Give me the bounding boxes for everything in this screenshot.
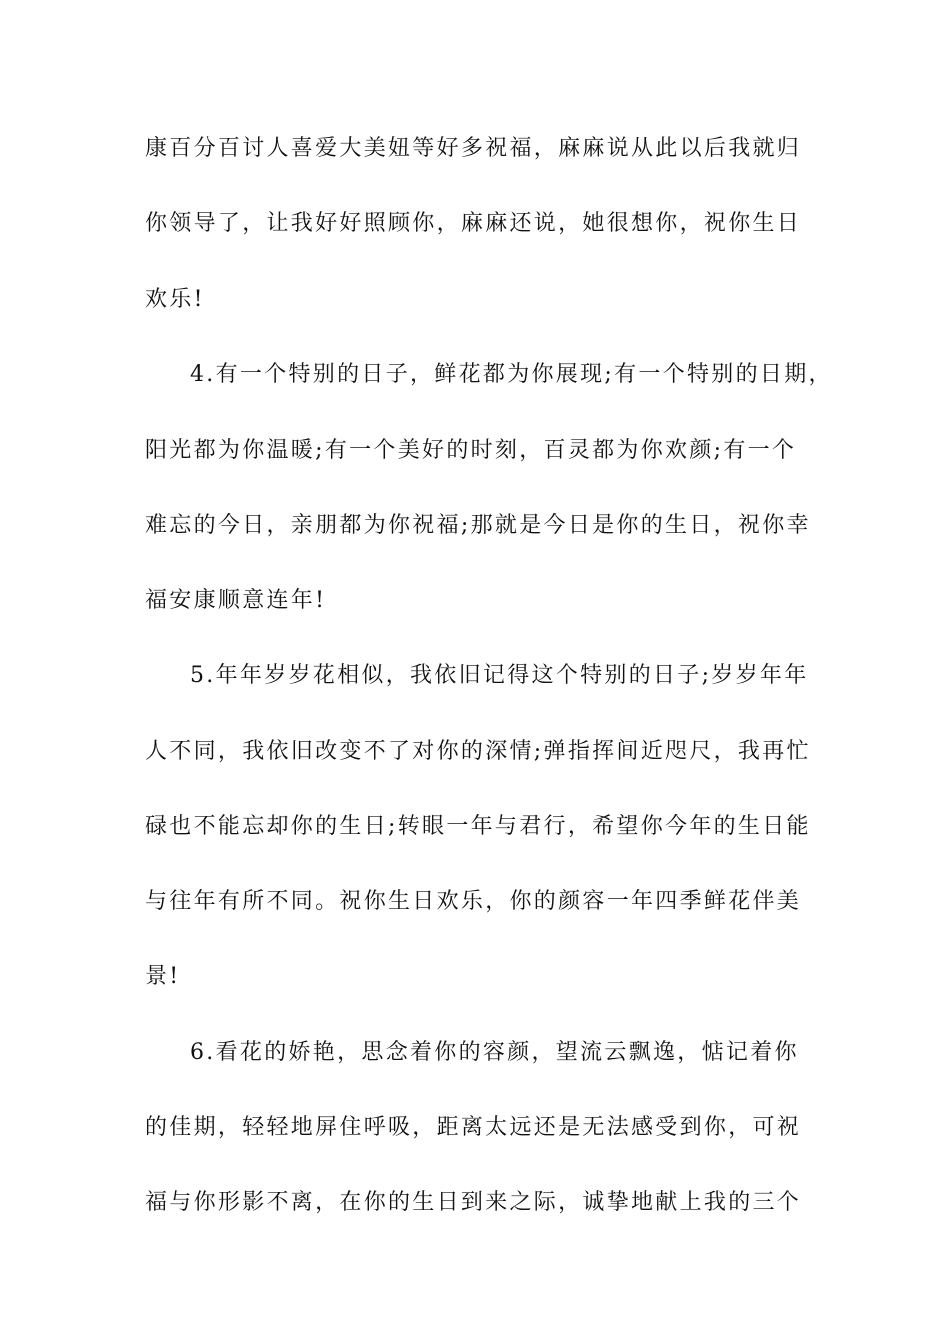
paragraph-3-line-3: 欢乐! bbox=[145, 287, 205, 312]
paragraph-4-line-1: 4.有一个特别的日子，鲜花都为你展现;有一个特别的日期， bbox=[190, 362, 833, 387]
paragraph-3-line-1: 康百分百讨人喜爱大美妞等好多祝福，麻麻说从此以后我就归 bbox=[145, 136, 802, 161]
paragraph-4-line-2: 阳光都为你温暖;有一个美好的时刻，百灵都为你欢颜;有一个 bbox=[145, 438, 797, 463]
paragraph-5-line-3: 碌也不能忘却你的生日;转眼一年与君行，希望你今年的生日能 bbox=[145, 814, 811, 839]
paragraph-4-line-4: 福安康顺意连年! bbox=[145, 588, 327, 613]
paragraph-5-line-1: 5.年年岁岁花相似，我依旧记得这个特别的日子;岁岁年年 bbox=[190, 663, 809, 688]
paragraph-3-line-2: 你领导了，让我好好照顾你，麻麻还说，她很想你，祝你生日 bbox=[145, 211, 802, 236]
paragraph-5-line-5: 景! bbox=[145, 964, 181, 989]
paragraph-5-line-2: 人不同，我依旧改变不了对你的深情;弹指挥间近咫尺，我再忙 bbox=[145, 739, 811, 764]
paragraph-5-line-4: 与往年有所不同。祝你生日欢乐，你的颜容一年四季鲜花伴美 bbox=[145, 889, 802, 914]
paragraph-6-line-3: 福与你形影不离，在你的生日到来之际，诚挚地献上我的三个 bbox=[145, 1190, 802, 1215]
paragraph-6-line-1: 6.看花的娇艳，思念着你的容颜，望流云飘逸，惦记着你 bbox=[190, 1040, 799, 1065]
paragraph-6-line-2: 的佳期，轻轻地屏住呼吸，距离太远还是无法感受到你，可祝 bbox=[145, 1115, 802, 1140]
paragraph-4-line-3: 难忘的今日，亲朋都为你祝福;那就是今日是你的生日，祝你幸 bbox=[145, 513, 811, 538]
